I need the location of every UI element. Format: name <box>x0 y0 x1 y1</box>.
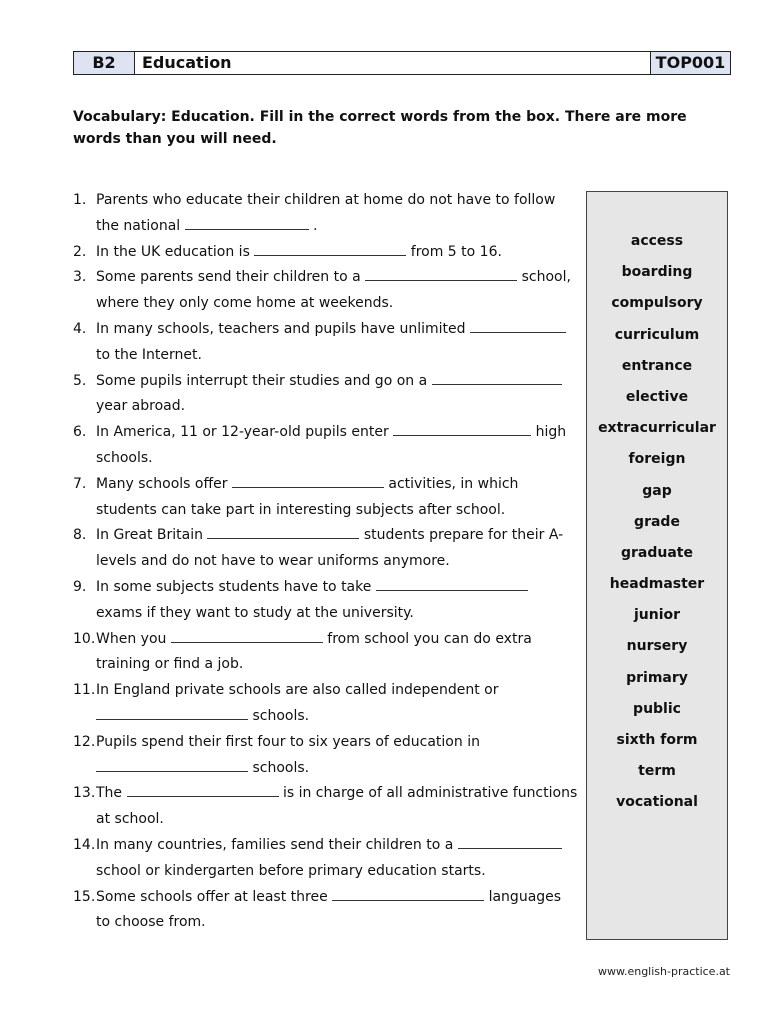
question-text: school or kindergarten before primary education starts. <box>96 862 486 879</box>
question-number: 6. <box>73 424 87 441</box>
question-text: high schools. <box>96 424 567 466</box>
question-number: 12. <box>73 733 96 750</box>
worksheet-header <box>73 51 731 75</box>
question-list <box>73 188 578 936</box>
word-item: boarding <box>621 264 693 281</box>
question-text: exams if they want to study at the university. <box>96 604 414 621</box>
answer-blank[interactable] <box>365 266 517 281</box>
question-text: Some schools offer at least three <box>96 888 333 905</box>
question-item <box>73 188 578 240</box>
answer-blank[interactable] <box>470 318 566 333</box>
question-number: 9. <box>73 578 87 595</box>
question-text: Many schools offer <box>96 475 232 492</box>
footer-url: www.english-practice.at <box>597 965 730 978</box>
answer-blank[interactable] <box>232 473 384 488</box>
word-item: headmaster <box>609 576 705 593</box>
question-number: 10. <box>73 630 96 647</box>
word-item: extracurricular <box>598 420 716 437</box>
question-text: activities, in which students can take part in interesting subjects after school. <box>96 475 519 518</box>
question-text: In many schools, teachers and pupils have unlimited <box>96 320 470 337</box>
word-item: grade <box>634 513 680 530</box>
answer-blank[interactable] <box>376 576 528 591</box>
question-number: 1. <box>73 192 87 208</box>
word-item: access <box>630 233 684 249</box>
level-label: B2 <box>74 52 135 75</box>
question-item <box>73 523 578 575</box>
question-text: Pupils spend their first four to six years of education in <box>96 733 480 750</box>
question-item <box>73 781 578 833</box>
question-text: In America, 11 or 12-year-old pupils enter <box>96 424 394 441</box>
word-item: elective <box>625 388 689 405</box>
question-item <box>73 265 578 317</box>
word-item: curriculum <box>614 326 700 343</box>
question-text: Parents who educate their children at home do not have to follow the national <box>96 192 556 234</box>
worksheet-code: TOP001 <box>651 52 731 75</box>
question-text: students prepare for their A-levels and do not have to wear uniforms anymore. <box>96 527 564 570</box>
question-item <box>73 833 578 885</box>
word-box <box>586 191 728 940</box>
answer-blank[interactable] <box>185 215 309 230</box>
question-item <box>73 240 578 266</box>
word-item: graduate <box>621 544 693 561</box>
word-list <box>587 226 727 819</box>
question-text: from school you can do extra training or find a job. <box>96 630 532 673</box>
question-item <box>73 317 578 369</box>
topic-title: Education <box>135 52 651 75</box>
question-item <box>73 575 578 627</box>
question-number: 8. <box>73 527 87 544</box>
question-text: languages to choose from. <box>96 888 562 931</box>
question-text: The <box>96 785 127 802</box>
question-text: from 5 to 16. <box>406 243 502 260</box>
answer-blank[interactable] <box>96 705 248 720</box>
question-item <box>73 885 578 937</box>
question-text: is in charge of all administrative functions at school. <box>96 785 578 828</box>
question-text: . <box>308 217 318 234</box>
word-item: entrance <box>621 357 693 374</box>
word-item: vocational <box>616 794 698 811</box>
question-item <box>73 420 578 472</box>
question-number: 14. <box>73 836 96 853</box>
word-item: public <box>633 700 681 717</box>
question-number: 15. <box>73 888 96 905</box>
question-number: 7. <box>73 475 87 492</box>
question-text: year abroad. <box>96 398 186 415</box>
question-text: In some subjects students have to take <box>96 578 376 595</box>
question-text: In Great Britain <box>96 527 208 544</box>
question-text: In the UK education is <box>96 243 255 260</box>
word-item: compulsory <box>611 295 703 312</box>
answer-blank[interactable] <box>254 241 406 256</box>
question-text: to the Internet. <box>96 346 202 363</box>
word-item: gap <box>642 482 672 499</box>
question-number: 11. <box>73 682 96 699</box>
answer-blank[interactable] <box>171 628 323 643</box>
word-item: sixth form <box>616 732 698 748</box>
answer-blank[interactable] <box>458 834 562 849</box>
question-text: In many countries, families send their children to a <box>96 836 458 853</box>
answer-blank[interactable] <box>96 757 248 772</box>
question-number: 2. <box>73 243 87 260</box>
question-number: 4. <box>73 320 87 337</box>
word-item: foreign <box>628 451 686 468</box>
question-text: Some parents send their children to a <box>96 269 366 286</box>
question-number: 5. <box>73 372 87 389</box>
answer-blank[interactable] <box>332 886 484 901</box>
question-item <box>73 730 578 782</box>
word-item: nursery <box>626 638 688 655</box>
question-text: In England private schools are also called independent or <box>96 682 499 699</box>
question-text: school, where they only come home at weekends. <box>96 269 571 312</box>
word-item: junior <box>633 607 681 624</box>
instructions: Vocabulary: Education. Fill in the correct words from the box. There are more words than you will need. <box>73 109 687 147</box>
question-number: 13. <box>73 785 96 802</box>
answer-blank[interactable] <box>127 782 279 797</box>
word-item: term <box>638 763 676 780</box>
question-number: 3. <box>73 269 87 286</box>
answer-blank[interactable] <box>393 421 531 436</box>
question-text: When you <box>96 630 171 647</box>
question-item <box>73 627 578 679</box>
question-text: schools. <box>248 759 310 776</box>
question-item <box>73 369 578 421</box>
question-item <box>73 472 578 524</box>
question-text: schools. <box>248 707 310 724</box>
question-text: Some pupils interrupt their studies and go on a <box>96 372 432 389</box>
answer-blank[interactable] <box>432 370 562 385</box>
question-item <box>73 678 578 730</box>
answer-blank[interactable] <box>207 524 359 539</box>
word-item: primary <box>626 669 688 686</box>
